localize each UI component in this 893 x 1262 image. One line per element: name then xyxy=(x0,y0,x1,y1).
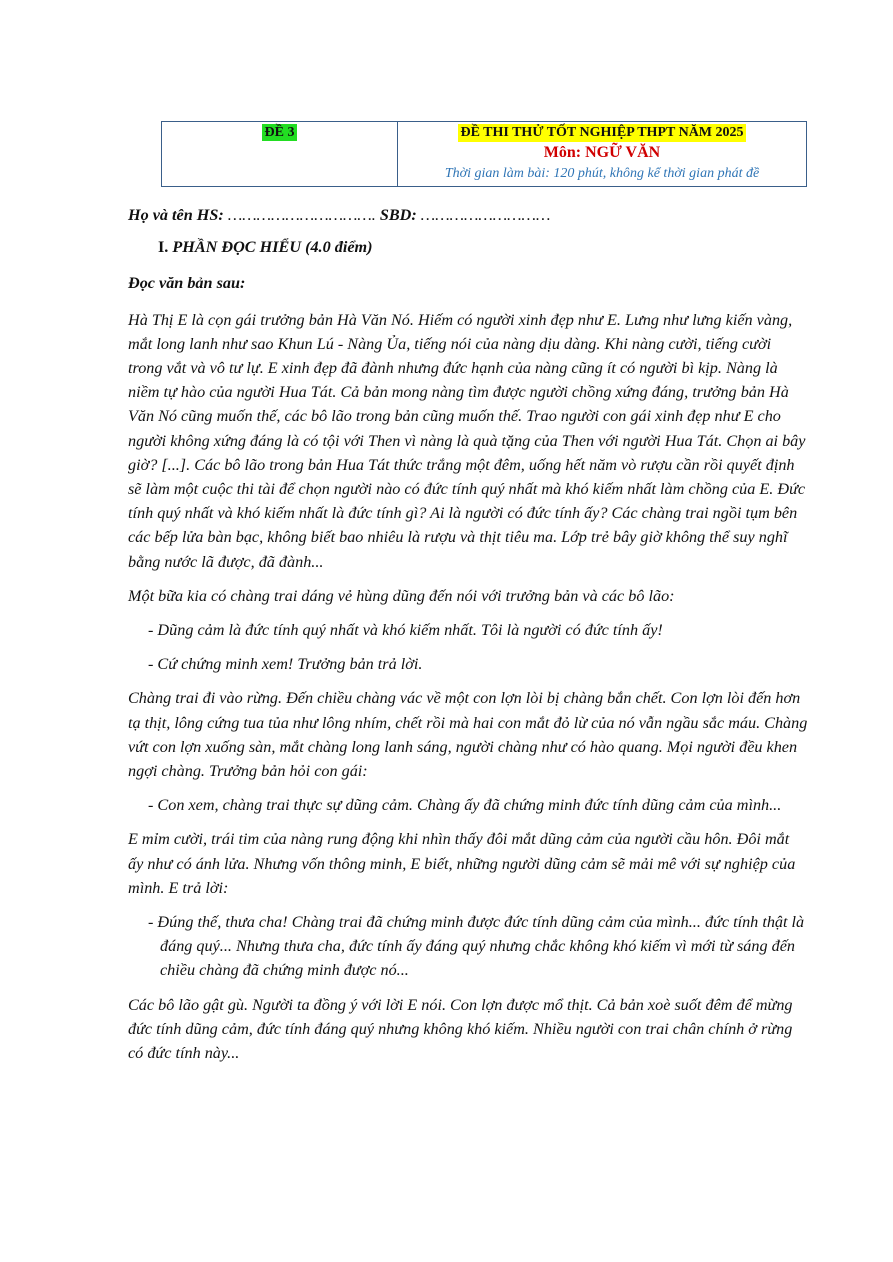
student-name-blank: …………………………. xyxy=(223,206,380,224)
passage-paragraph: Một bữa kia có chàng trai dáng vẻ hùng dũng đến nói với trưởng bản và các bô lão: xyxy=(128,586,675,605)
read-instruction: Đọc văn bản sau: xyxy=(128,274,246,293)
passage-paragraph: Hà Thị E là cọn gái trưởng bản Hà Văn Nó. Hiếm có người xinh đẹp như E. Lưng như lưng kiến vàng, mắt long lanh như sao Khun Lú - Nàng Ủa, tiếng nói của nàng dịu dàng. Khi nàng cười, tiếng cười trong vắt và vô tư lự. E xinh đẹp đã đành nhưng đức hạnh của nàng cũng ít có người bì kịp. Nàng là niềm tự hào của người Hua Tát. Cả bản mong nàng tìm được người chồng xứng đáng, trưởng bản Hà Văn Nó cũng muốn thế, các bô lão trong bản cũng muốn thế. Trao người con gái xinh đẹp như E cho người không xứng đáng là có tội với Then vì nàng là quà tặng của Then với người Hua Tát. Chọn ai bây giờ? [...]. Các bô lão trong bản Hua Tát thức trắng một đêm, uống hết năm vò rượu cần rồi quyết định sẽ làm một cuộc thi tài để chọn người nào có đức tính quý nhất mà khó kiếm nhất làm chồng của E. Đức tính quý nhất và khó kiếm nhất là đức tính gì? Ai là người có đức tính ấy? Các chàng trai ngồi tụm bên các bếp lửa bàn bạc, không biết bao nhiêu là rượu và thịt tiêu ma. Lớp trẻ bây giờ không thể suy nghĩ bằng nước lã được, đã đành... xyxy=(128,310,806,571)
exam-code-cell xyxy=(162,122,398,186)
passage-paragraph: E mỉm cười, trái tim của nàng rung động khi nhìn thấy đôi mắt dũng cảm của người cầu hôn. Đôi mắt ấy như có ánh lửa. Nhưng vốn thông minh, E biết, những người dũng cảm sẽ mải mê với sự nghiệp của mình. E trả lời: xyxy=(128,830,796,897)
passage-paragraph: Chàng trai đi vào rừng. Đến chiều chàng vác về một con lợn lòi bị chàng bắn chết. Con lợn lòi đến hơn tạ thịt, lông cứng tua tủa như lông nhím, chết rồi mà hai con mắt đỏ lừ của nó vẫn ngầu sắc máu. Chàng vứt con lợn xuống sàn, mắt chàng long lanh sáng, người chàng như có hào quang. Mọi người đều khen ngợi chàng. Trưởng bản hỏi con gái: xyxy=(128,689,808,781)
section-number: I. xyxy=(158,238,173,257)
exam-info-cell xyxy=(398,122,806,186)
exam-code-label: ĐỀ 3 xyxy=(262,124,298,141)
dialogue-line: - Con xem, chàng trai thực sự dũng cảm. Chàng ấy đã chứng minh đức tính dũng cảm của mình... xyxy=(148,796,782,815)
exam-subject: Môn: NGỮ VĂN xyxy=(543,144,661,161)
dialogue-line: - Đúng thế, thưa cha! Chàng trai đã chứng minh được đức tính dũng cảm của mình... đức tính thật là đáng quý... Nhưng thưa cha, đức tính ấy đáng quý nhưng chắc không khó kiếm vì mới từ sáng đến chiều chàng đã chứng minh được nó... xyxy=(148,913,805,980)
document-body xyxy=(128,203,808,1075)
sbd-label: SBD: xyxy=(379,206,417,224)
section-title: PHẦN ĐỌC HIỂU (4.0 điểm) xyxy=(172,238,373,257)
sbd-blank: ……………………… xyxy=(416,206,551,224)
student-name-label: Họ và tên HS: xyxy=(128,206,224,224)
dialogue-line: - Cứ chứng minh xem! Trưởng bản trả lời. xyxy=(148,655,423,674)
student-info-line xyxy=(128,203,808,227)
passage-paragraph: Các bô lão gật gù. Người ta đồng ý với lời E nói. Con lợn được mổ thịt. Cả bản xoè suốt đêm để mừng đức tính dũng cảm, đức tính đáng quý nhưng không khó kiếm. Nhiều người con trai chân chính ở rừng có đức tính này... xyxy=(128,995,793,1063)
section-heading xyxy=(158,235,808,259)
exam-time: Thời gian làm bài: 120 phút, không kể thời gian phát đề xyxy=(444,166,760,181)
exam-header-table xyxy=(161,121,807,187)
exam-title: ĐỀ THI THỬ TỐT NGHIỆP THPT NĂM 2025 xyxy=(460,125,744,140)
dialogue-line: - Dũng cảm là đức tính quý nhất và khó kiếm nhất. Tôi là người có đức tính ấy! xyxy=(148,621,663,640)
